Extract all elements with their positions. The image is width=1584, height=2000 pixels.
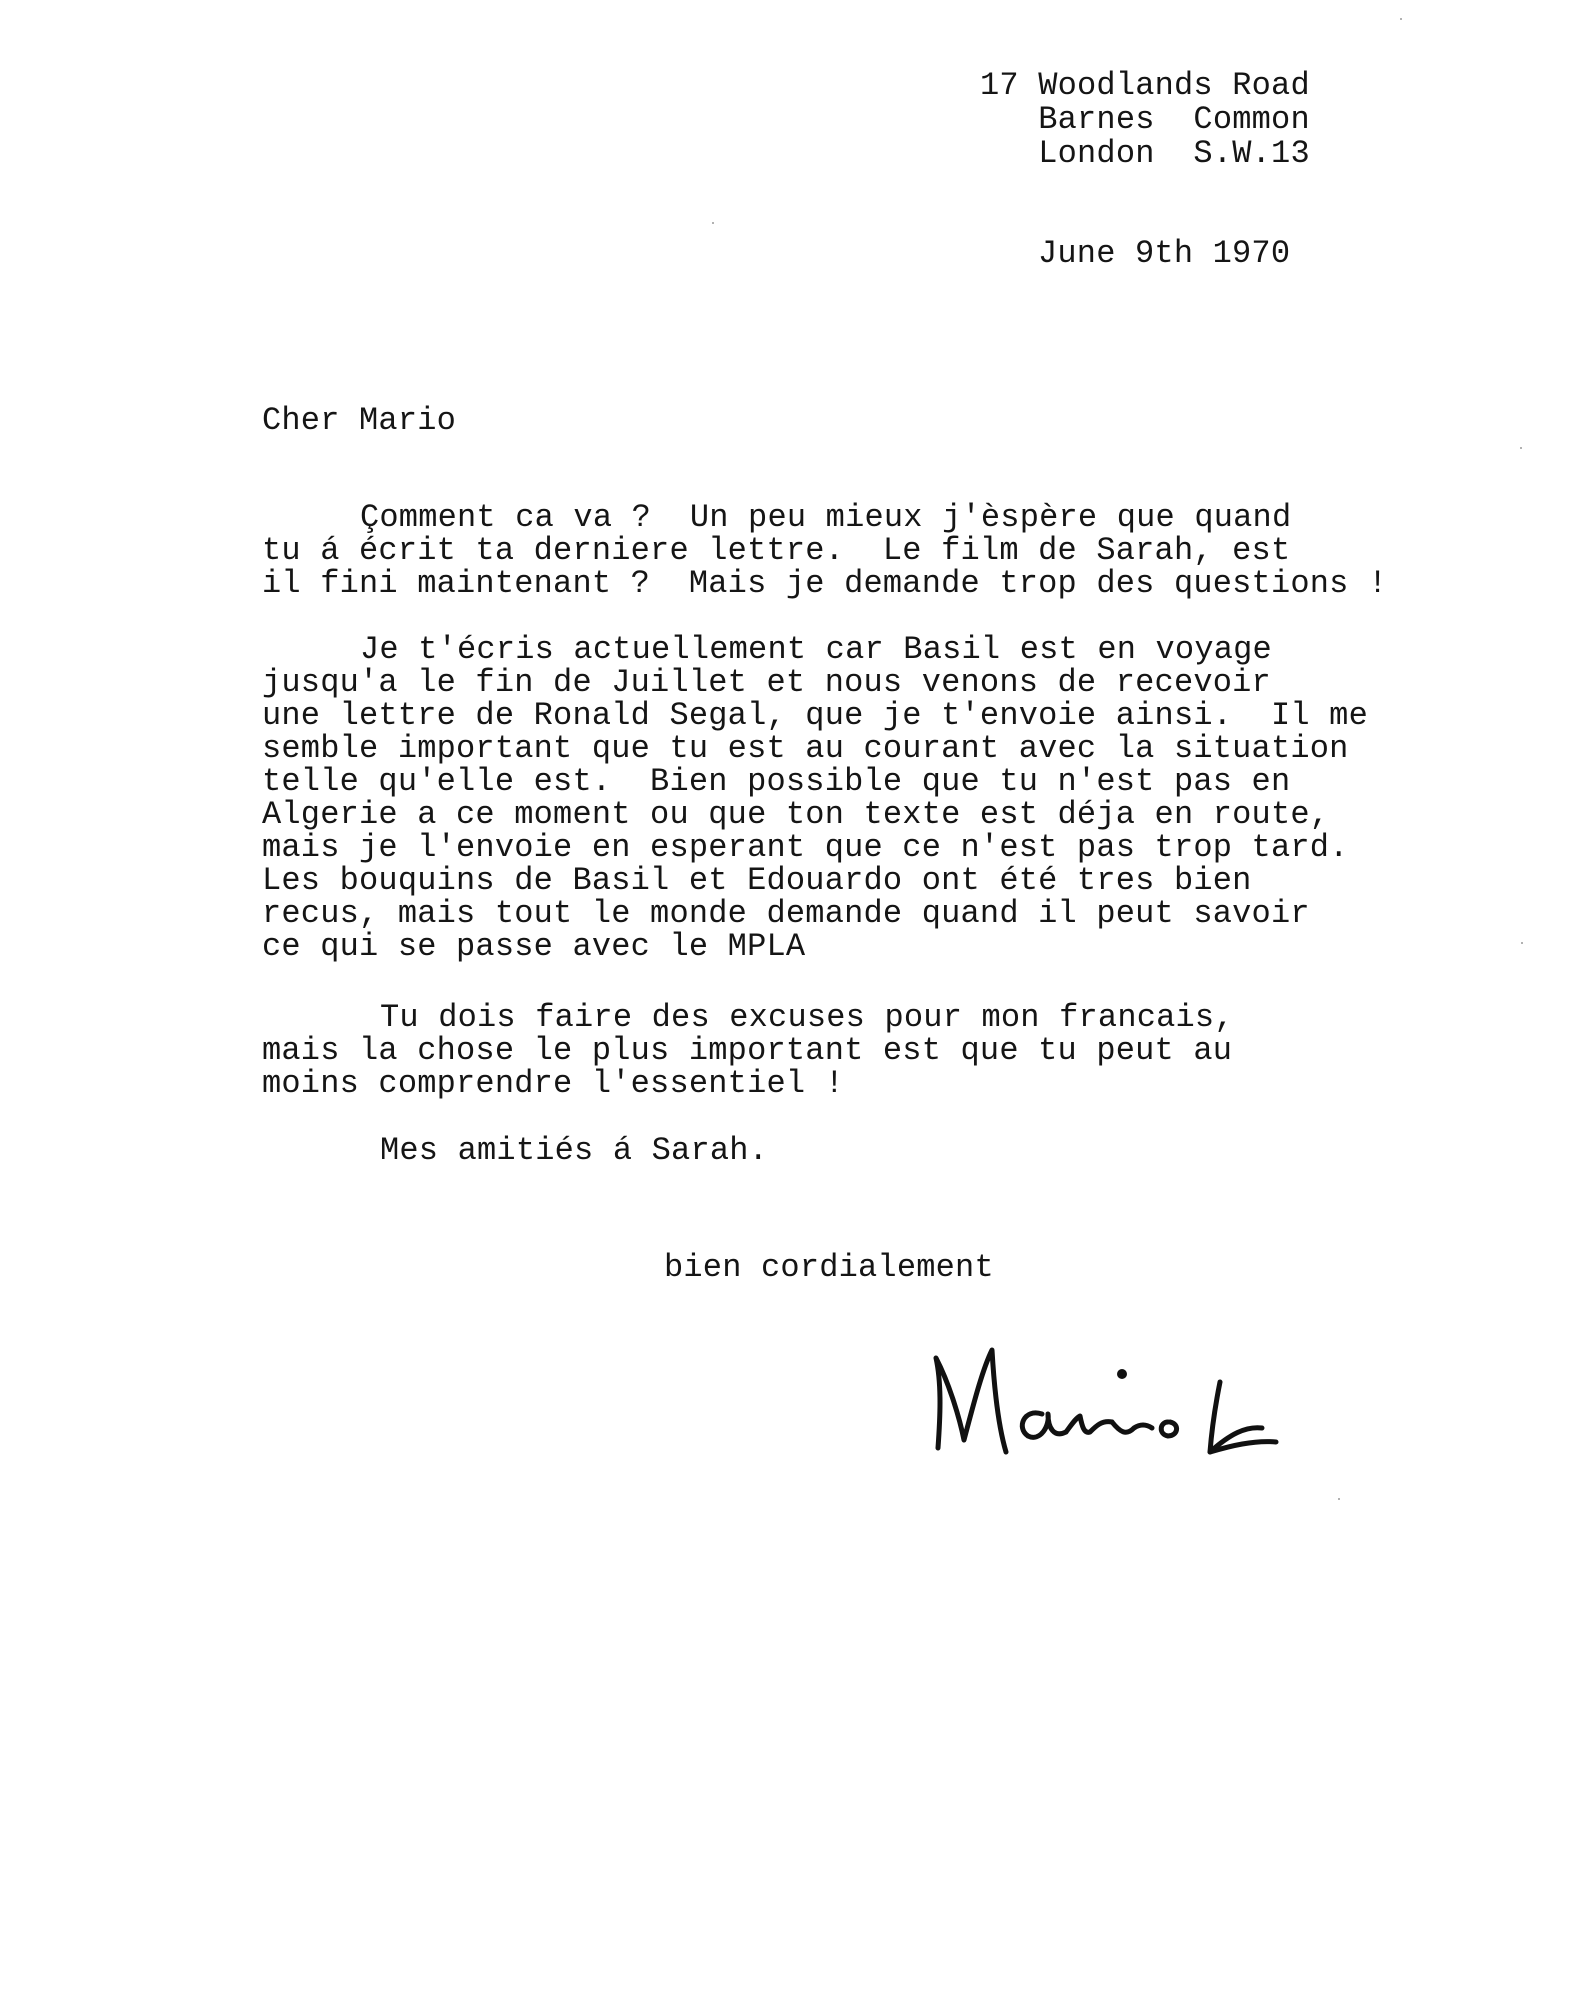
regards-line: Mes amitiés á Sarah. <box>380 1132 769 1169</box>
paragraph-2-line: une lettre de Ronald Segal, que je t'envoie ainsi. Il me <box>262 697 1368 734</box>
paragraph-1-line: tu á écrit ta derniere lettre. Le film de Sarah, est <box>262 532 1291 569</box>
paragraph-1-line: Çomment ca va ? Un peu mieux j'èspère que quand <box>360 499 1292 536</box>
paragraph-2-line: ce qui se passe avec le MPLA <box>262 928 806 965</box>
paragraph-2-line: jusqu'a le fin de Juillet et nous venons de recevoir <box>262 664 1271 701</box>
address-line-district: Barnes Common <box>980 101 1310 138</box>
paragraph-2-line: telle qu'elle est. Bien possible que tu n'est pas en <box>262 763 1291 800</box>
scan-speck <box>1400 18 1402 20</box>
paragraph-2-line: recus, mais tout le monde demande quand il peut savoir <box>262 895 1310 932</box>
closing-line: bien cordialement <box>664 1249 994 1286</box>
handwritten-signature <box>920 1330 1340 1470</box>
paragraph-2-line: Algerie a ce moment ou que ton texte est déja en route, <box>262 796 1330 833</box>
paragraph-2-line: semble important que tu est au courant avec la situation <box>262 730 1349 767</box>
address-line-street: 17 Woodlands Road <box>980 67 1310 104</box>
paragraph-3-line: Tu dois faire des excuses pour mon francais, <box>380 999 1234 1036</box>
scan-speck <box>712 222 714 224</box>
address-line-city: London S.W.13 <box>980 135 1310 172</box>
scan-speck <box>1521 942 1523 944</box>
scan-speck <box>1338 1498 1340 1500</box>
paragraph-1-line: il fini maintenant ? Mais je demande trop des questions ! <box>262 565 1388 602</box>
paragraph-3-line: moins comprendre l'essentiel ! <box>262 1065 845 1102</box>
salutation: Cher Mario <box>262 402 457 439</box>
scan-speck <box>1520 447 1522 449</box>
letter-date: June 9th 1970 <box>1038 235 1291 272</box>
paragraph-3-line: mais la chose le plus important est que tu peut au <box>262 1032 1233 1069</box>
paragraph-2-line: Je t'écris actuellement car Basil est en voyage <box>360 631 1272 668</box>
paragraph-2-line: mais je l'envoie en esperant que ce n'est pas trop tard. <box>262 829 1349 866</box>
paragraph-2-line: Les bouquins de Basil et Edouardo ont été tres bien <box>262 862 1252 899</box>
